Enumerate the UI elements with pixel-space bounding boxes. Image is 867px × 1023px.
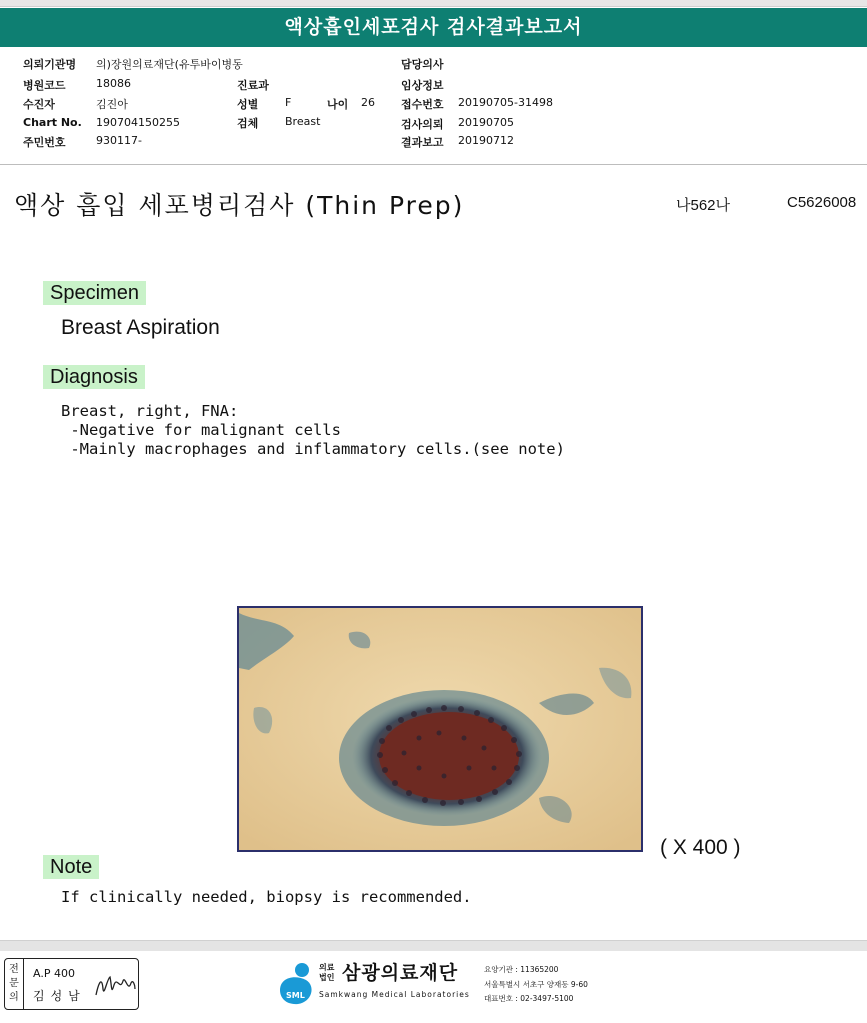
hospital-code-value: 18086 — [96, 77, 131, 90]
org-english-name: Samkwang Medical Laboratories — [319, 990, 470, 999]
receipt-no-value: 20190705-31498 — [458, 96, 553, 109]
diagnosis-heading: Diagnosis — [43, 365, 145, 389]
note-heading: Note — [43, 855, 99, 879]
department-label: 진료과 — [237, 79, 269, 92]
specimen-heading: Specimen — [43, 281, 146, 305]
report-date-label: 결과보고 — [401, 136, 444, 149]
org-name: 삼광의료재단 — [342, 962, 459, 984]
diagnosis-line-3: -Mainly macrophages and inflammatory cells.(see note) — [61, 440, 565, 458]
cytology-micrograph — [237, 606, 643, 852]
age-value: 26 — [361, 96, 375, 109]
age-label: 나이 — [327, 98, 349, 111]
signature-box — [4, 958, 139, 1010]
doctor-label: 담당의사 — [401, 58, 444, 71]
report-title: 액상흡인세포검사 검사결과보고서 — [0, 8, 867, 47]
clinical-info-label: 임상정보 — [401, 79, 444, 92]
sml-logo-icon — [272, 958, 324, 1008]
footer-info-3: 대표번호 : 02-3497-5100 — [484, 994, 574, 1003]
svg-text:SML: SML — [286, 991, 305, 1000]
patient-value: 김진아 — [96, 98, 128, 111]
footer-info-1: 요양기관 : 11365200 — [484, 965, 559, 974]
request-date-label: 검사의뢰 — [401, 118, 444, 131]
note-text: If clinically needed, biopsy is recommended. — [61, 888, 472, 906]
footer-info-2: 서울특별시 서초구 양재동 9-60 — [484, 980, 588, 989]
request-date-value: 20190705 — [458, 116, 514, 129]
patient-label: 수진자 — [23, 98, 55, 111]
institution-value: 의)장원의료재단(유투바이병동 — [96, 58, 243, 71]
sex-label: 성별 — [237, 98, 259, 111]
diagnosis-line-2: -Negative for malignant cells — [61, 421, 341, 439]
receipt-no-label: 접수번호 — [401, 98, 444, 111]
specimen-label: 검체 — [237, 117, 259, 130]
magnification-label: ( X 400 ) — [660, 836, 741, 859]
top-border — [0, 0, 867, 7]
sex-value: F — [285, 96, 292, 109]
chart-no-value: 190704150255 — [96, 116, 180, 129]
footer-divider — [0, 940, 867, 951]
resident-no-value: 930117- — [96, 134, 142, 147]
header-divider — [0, 164, 867, 165]
test-title: 액상 흡입 세포병리검사 (Thin Prep) — [14, 191, 465, 220]
specimen-value: Breast — [285, 115, 321, 128]
institution-label: 의뢰기관명 — [23, 58, 77, 71]
chart-no-label: Chart No. — [23, 116, 82, 129]
hospital-code-label: 병원코드 — [23, 79, 66, 92]
test-code-1: 나562나 — [676, 197, 731, 214]
logo-small-text: 의료 법인 — [319, 963, 335, 982]
test-code-2: C5626008 — [787, 194, 857, 211]
resident-no-label: 주민번호 — [23, 136, 66, 149]
signature-ap: A.P 400 — [33, 967, 75, 980]
handwritten-signature-icon — [93, 971, 137, 1001]
diagnosis-line-1: Breast, right, FNA: — [61, 402, 239, 420]
signature-role: 전 문 의 — [5, 959, 24, 1009]
signature-name: 김성남 — [33, 989, 86, 1003]
specimen-text: Breast Aspiration — [61, 316, 220, 339]
report-date-value: 20190712 — [458, 134, 514, 147]
